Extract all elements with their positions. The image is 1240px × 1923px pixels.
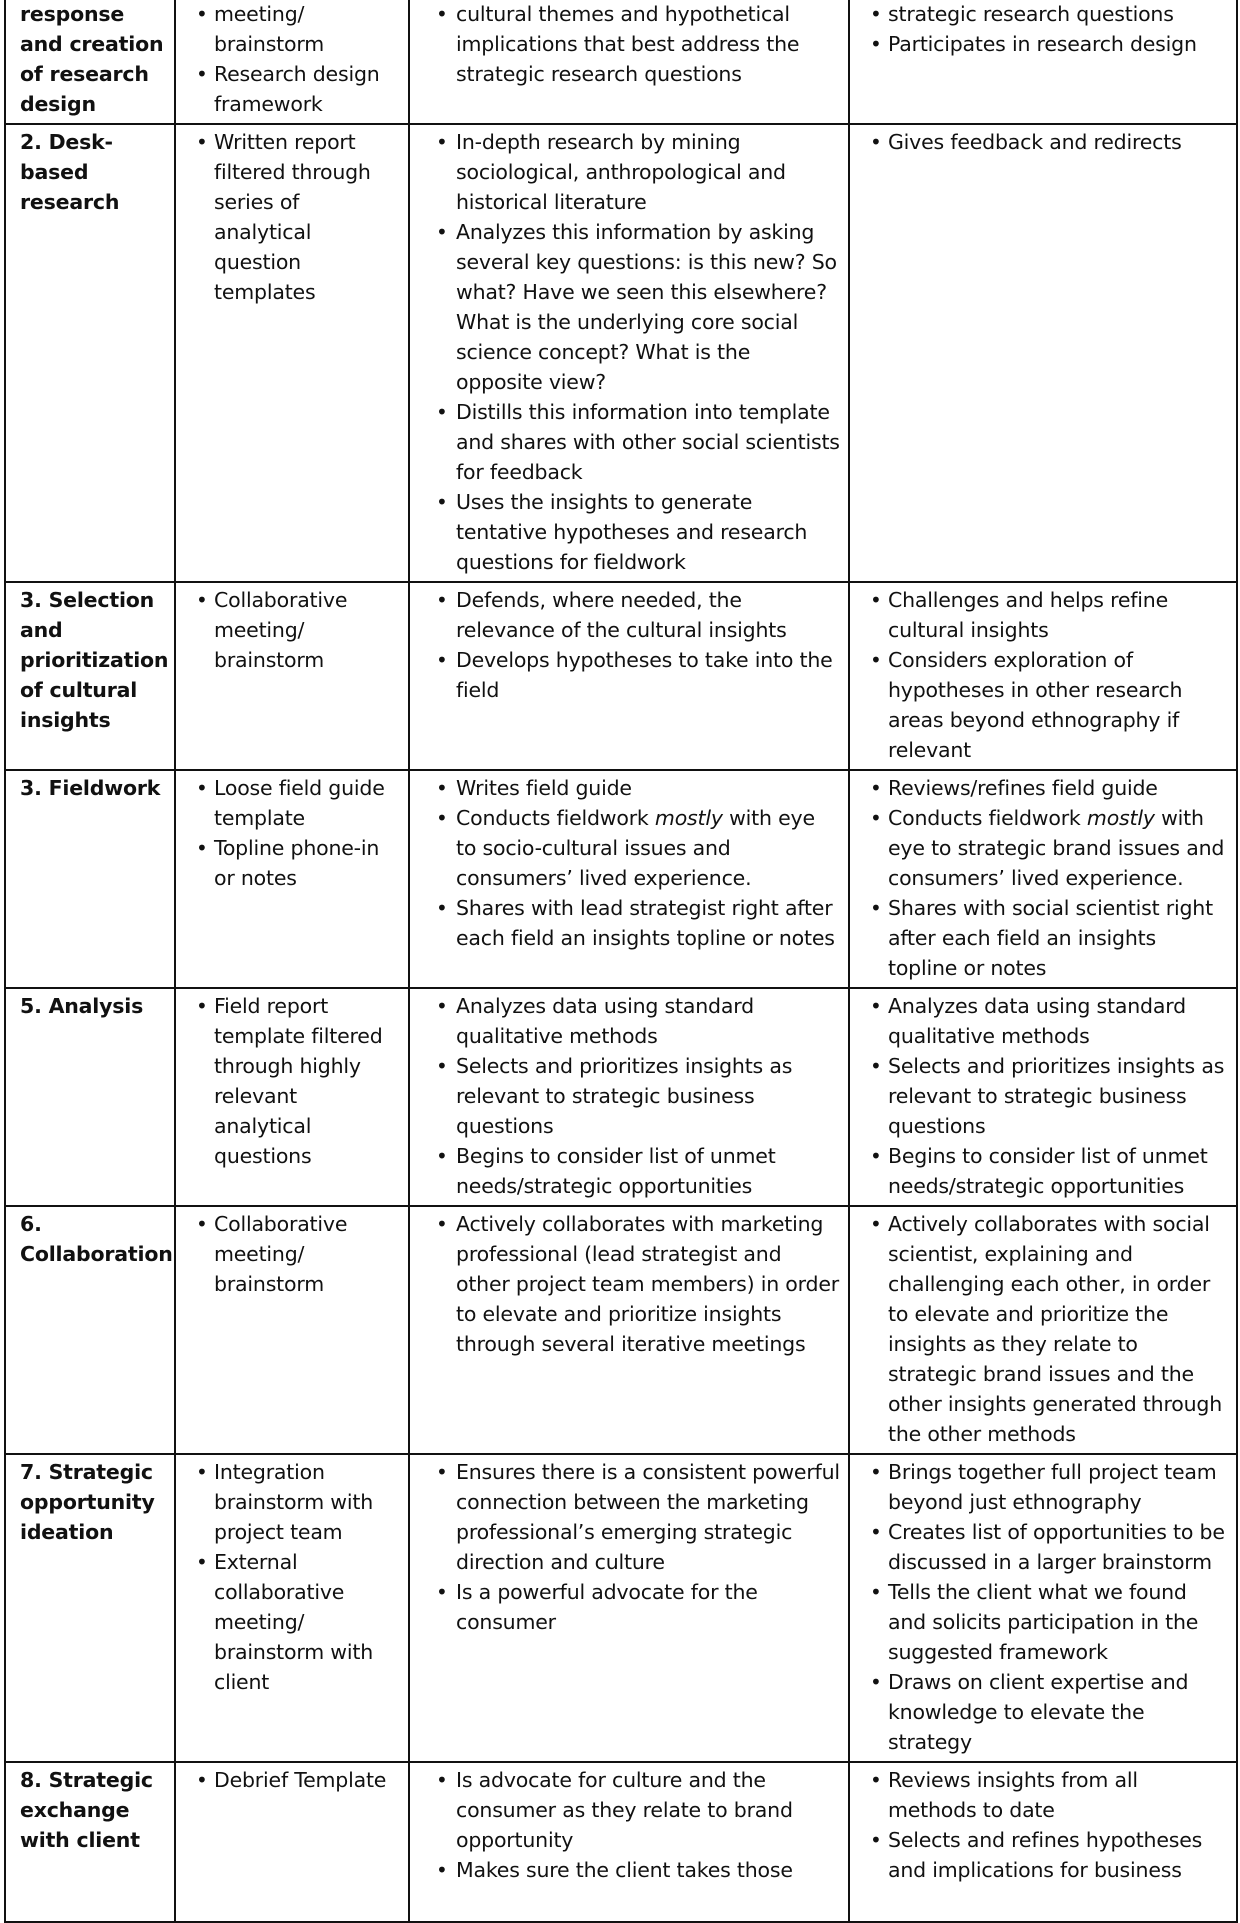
bullet-item: • Conducts fieldwork mostly with eye to strategic brand issues and consumers’ lived experience. (862, 803, 1228, 893)
social-scientist-cell (409, 124, 849, 582)
bullet-item: • strategic research questions (862, 0, 1228, 29)
bullet-list (188, 1457, 400, 1697)
bullet-list (188, 1209, 400, 1299)
bullet-item: • Debrief Template (188, 1765, 400, 1795)
bullet-item: • Collaborative meeting/ brainstorm (188, 1209, 400, 1299)
bullet-item: • Distills this information into template and shares with other social scientists for feedback (422, 397, 840, 487)
bullet-item: • Reviews/refines field guide (862, 773, 1228, 803)
social-scientist-cell (409, 582, 849, 770)
social-scientist-cell (409, 1762, 849, 1922)
stage-cell: response and creation of research design (5, 0, 175, 124)
bullet-list (862, 1765, 1228, 1885)
lead-strategist-cell (849, 1762, 1237, 1922)
deliverables-cell (175, 124, 409, 582)
bullet-item: • Topline phone-in or notes (188, 833, 400, 893)
bullet-list (862, 585, 1228, 765)
stage-cell: 3. Fieldwork (5, 770, 175, 988)
stage-cell: 7. Strategic opportunity ideation (5, 1454, 175, 1762)
bullet-list (862, 1457, 1228, 1757)
bullet-item: • Selects and prioritizes insights as relevant to strategic business questions (862, 1051, 1228, 1141)
bullet-item: • Begins to consider list of unmet needs/strategic opportunities (422, 1141, 840, 1201)
emphasis-text: mostly (1086, 806, 1155, 830)
social-scientist-cell (409, 770, 849, 988)
table-row (5, 1762, 1237, 1922)
bullet-item: • Draws on client expertise and knowledge to elevate the strategy (862, 1667, 1228, 1757)
bullet-item: • Loose field guide template (188, 773, 400, 833)
bullet-item: • Actively collaborates with social scientist, explaining and challenging each other, in order to elevate and prioritize the insights as they relate to strategic brand issues and the other insights generated through the other methods (862, 1209, 1228, 1449)
table-row (5, 988, 1237, 1206)
bullet-item: • Brings together full project team beyond just ethnography (862, 1457, 1228, 1517)
table-row (5, 0, 1237, 124)
social-scientist-cell (409, 1206, 849, 1454)
bullet-item: • Field report template filtered through highly relevant analytical questions (188, 991, 400, 1171)
lead-strategist-cell (849, 124, 1237, 582)
bullet-item: • Is advocate for culture and the consumer as they relate to brand opportunity (422, 1765, 840, 1855)
bullet-item: • Analyzes this information by asking several key questions: is this new? So what? Have we seen this elsewhere? What is the underlying core social science concept? What is the opposite view? (422, 217, 840, 397)
bullet-item: • Ensures there is a consistent powerful connection between the marketing professional’s emerging strategic direction and culture (422, 1457, 840, 1577)
lead-strategist-cell (849, 988, 1237, 1206)
deliverables-cell (175, 1454, 409, 1762)
bullet-list (188, 127, 400, 307)
bullet-list (188, 991, 400, 1171)
deliverables-cell (175, 1206, 409, 1454)
bullet-list (422, 0, 840, 89)
bullet-item: • Writes field guide (422, 773, 840, 803)
bullet-list (422, 773, 840, 953)
bullet-item: • Analyzes data using standard qualitative methods (422, 991, 840, 1051)
bullet-item: • Gives feedback and redirects (862, 127, 1228, 157)
bullet-item: • Reviews insights from all methods to date (862, 1765, 1228, 1825)
deliverables-cell (175, 582, 409, 770)
bullet-item: • Develops hypotheses to take into the field (422, 645, 840, 705)
bullet-item: • External collaborative meeting/ brainstorm with client (188, 1547, 400, 1697)
social-scientist-cell (409, 988, 849, 1206)
lead-strategist-cell (849, 1454, 1237, 1762)
lead-strategist-cell (849, 1206, 1237, 1454)
bullet-item: • Analyzes data using standard qualitative methods (862, 991, 1228, 1051)
bullet-item: • Considers exploration of hypotheses in other research areas beyond ethnography if relevant (862, 645, 1228, 765)
table-row (5, 1454, 1237, 1762)
bullet-list (862, 773, 1228, 983)
bullet-item: • Defends, where needed, the relevance of the cultural insights (422, 585, 840, 645)
bullet-item: • cultural themes and hypothetical implications that best address the strategic research questions (422, 0, 840, 89)
bullet-list (422, 585, 840, 705)
lead-strategist-cell (849, 582, 1237, 770)
stage-cell: 2. Desk-based research (5, 124, 175, 582)
bullet-item: • Begins to consider list of unmet needs/strategic opportunities (862, 1141, 1228, 1201)
bullet-item: • Integration brainstorm with project team (188, 1457, 400, 1547)
bullet-list (188, 773, 400, 893)
bullet-item: • meeting/ brainstorm (188, 0, 400, 59)
bullet-item: • Selects and refines hypotheses and implications for business (862, 1825, 1228, 1885)
bullet-list (422, 127, 840, 577)
table-row (5, 1206, 1237, 1454)
bullet-item: • Is a powerful advocate for the consumer (422, 1577, 840, 1637)
table-row (5, 124, 1237, 582)
bullet-list (188, 0, 400, 119)
lead-strategist-cell (849, 0, 1237, 124)
bullet-item: • Uses the insights to generate tentative hypotheses and research questions for fieldwork (422, 487, 840, 577)
bullet-item: • In-depth research by mining sociological, anthropological and historical literature (422, 127, 840, 217)
bullet-item: • Creates list of opportunities to be discussed in a larger brainstorm (862, 1517, 1228, 1577)
bullet-item: • Collaborative meeting/ brainstorm (188, 585, 400, 675)
bullet-item: • Challenges and helps refine cultural insights (862, 585, 1228, 645)
bullet-list (422, 1209, 840, 1359)
bullet-item: • Tells the client what we found and solicits participation in the suggested framework (862, 1577, 1228, 1667)
bullet-item: • Participates in research design (862, 29, 1228, 59)
bullet-list (188, 585, 400, 675)
social-scientist-cell (409, 1454, 849, 1762)
bullet-list (188, 1765, 400, 1795)
bullet-item: • Shares with social scientist right after each field an insights topline or notes (862, 893, 1228, 983)
table-body (5, 0, 1237, 1922)
deliverables-cell (175, 0, 409, 124)
table-row (5, 582, 1237, 770)
bullet-item: • Research design framework (188, 59, 400, 119)
bullet-item: • Shares with lead strategist right after each field an insights topline or notes (422, 893, 840, 953)
process-table (4, 0, 1238, 1923)
deliverables-cell (175, 1762, 409, 1922)
lead-strategist-cell (849, 770, 1237, 988)
table-row (5, 770, 1237, 988)
bullet-list (862, 1209, 1228, 1449)
stage-cell: 3. Selection and prioritization of cultural insights (5, 582, 175, 770)
bullet-list (422, 1457, 840, 1637)
stage-cell: 6. Collaboration (5, 1206, 175, 1454)
bullet-list (422, 1765, 840, 1885)
emphasis-text: mostly (654, 806, 723, 830)
bullet-item: • Actively collaborates with marketing professional (lead strategist and other project team members) in order to elevate and prioritize insights through several iterative meetings (422, 1209, 840, 1359)
stage-cell: 5. Analysis (5, 988, 175, 1206)
bullet-list (862, 0, 1228, 59)
social-scientist-cell (409, 0, 849, 124)
bullet-list (862, 991, 1228, 1201)
bullet-list (422, 991, 840, 1201)
bullet-item: • Conducts fieldwork mostly with eye to socio-cultural issues and consumers’ lived experience. (422, 803, 840, 893)
deliverables-cell (175, 988, 409, 1206)
bullet-list (862, 127, 1228, 157)
bullet-item: • Written report filtered through series of analytical question templates (188, 127, 400, 307)
deliverables-cell (175, 770, 409, 988)
bullet-item: • Selects and prioritizes insights as relevant to strategic business questions (422, 1051, 840, 1141)
stage-cell: 8. Strategic exchange with client (5, 1762, 175, 1922)
bullet-item: • Makes sure the client takes those (422, 1855, 840, 1885)
